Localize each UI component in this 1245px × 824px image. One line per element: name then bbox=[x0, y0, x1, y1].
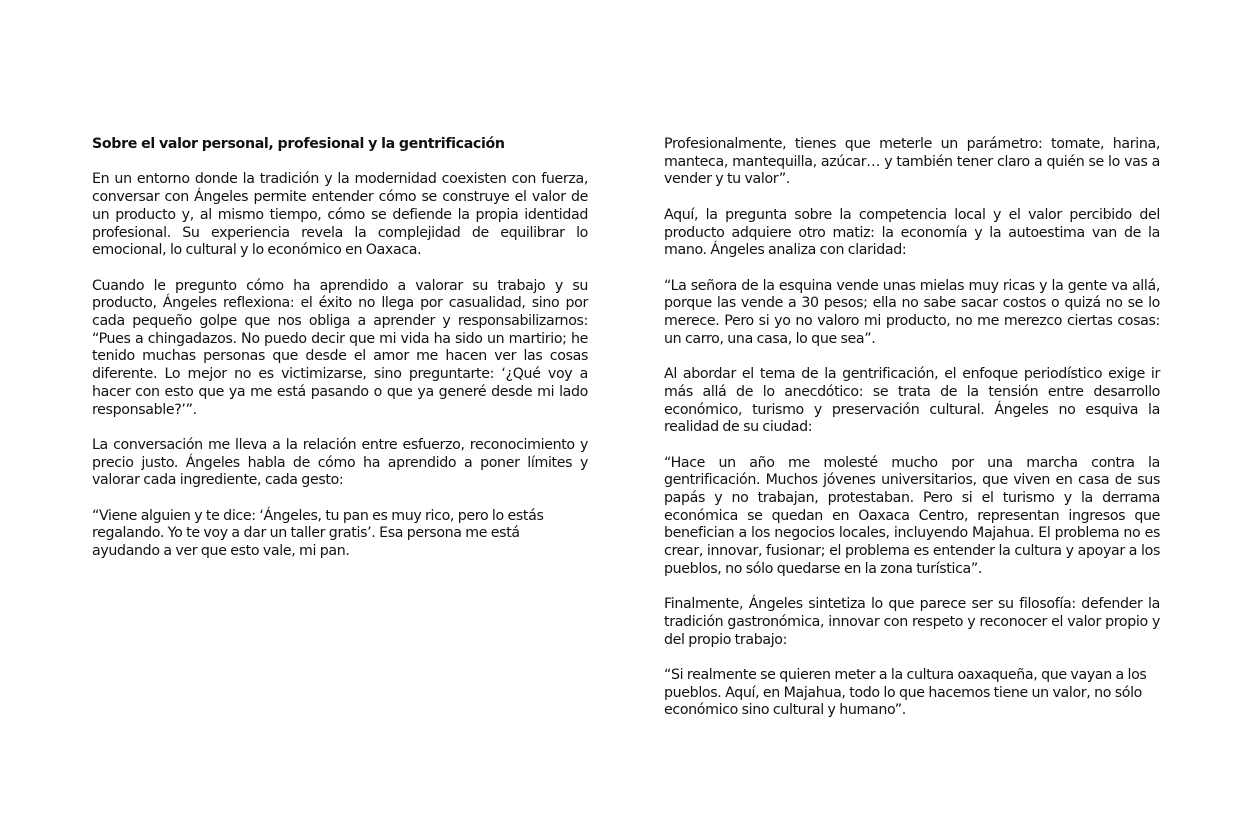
paragraph: Finalmente, Ángeles sintetiza lo que parece ser su filosofía: defender la tradición gastronómica, innovar con respeto y reconocer el valor propio y del propio trabajo: bbox=[664, 596, 1160, 648]
paragraph: “Viene alguien y te dice: ‘Ángeles, tu pan es muy rico, pero lo estás regalando. Yo te voy a dar un taller gratis’. Esa persona me está ayudando a ver que esto vale, mi pan. bbox=[92, 507, 544, 560]
paragraph: Aquí, la pregunta sobre la competencia local y el valor percibido del producto adquiere otro matiz: la economía y la autoestima van de la mano. Ángeles analiza con claridad: bbox=[664, 206, 1160, 259]
paragraph: La conversación me lleva a la relación entre esfuerzo, reconocimiento y precio justo. Ángeles habla de cómo ha aprendido a poner límites y valorar cada ingrediente, cada gesto: bbox=[92, 436, 588, 489]
paragraph: Al abordar el tema de la gentrificación, el enfoque periodístico exige ir más allá de lo anecdótico: se trata de la tensión entre desarrollo económico, turismo y preservación cultural. Ángeles no esquiva la realidad de su ciudad: bbox=[664, 366, 1160, 436]
paragraph: Profesionalmente, tienes que meterle un parámetro: tomate, harina, manteca, mantequilla, azúcar… y también tener claro a quién se lo vas a vender y tu valor”. bbox=[664, 136, 1160, 188]
paragraph: “Si realmente se quieren meter a la cultura oaxaqueña, que vayan a los pueblos. Aquí, en Majahua, todo lo que hacemos tiene un valor, no sólo económico sino cultural y humano”. bbox=[664, 667, 1147, 719]
paragraph: En un entorno donde la tradición y la modernidad coexisten con fuerza, conversar con Ángeles permite entender cómo se construye el valor de un producto y, al mismo tiempo, cómo se defiende la propia identidad profesional. Su experiencia revela la complejidad de equilibrar lo emocional, lo cultural y lo económico en Oaxaca. bbox=[92, 171, 588, 259]
paragraph: “La señora de la esquina vende unas mielas muy ricas y la gente va allá, porque las vende a 30 pesos; ella no sabe sacar costos o quizá no se lo merece. Pero si yo no valoro mi producto, no me merezco ciertas cosas: un carro, una casa, lo que sea”. bbox=[664, 277, 1160, 347]
left-column bbox=[92, 136, 588, 579]
right-column bbox=[664, 136, 1160, 738]
section-heading: Sobre el valor personal, profesional y la gentrificación bbox=[92, 136, 505, 152]
paragraph: “Hace un año me molesté mucho por una marcha contra la gentrificación. Muchos jóvenes universitarios, que viven en casa de sus papás y no trabajan, protestaban. Pero si el turismo y la derrama económica se quedan en Oaxaca Centro, representan ingresos que benefician a los negocios locales, incluyendo Majahua. El problema no es crear, innovar, fusionar; el problema es entender la cultura y apoyar a los pueblos, no sólo quedarse en la zona turística”. bbox=[664, 454, 1160, 577]
paragraph: Cuando le pregunto cómo ha aprendido a valorar su trabajo y su producto, Ángeles reflexiona: el éxito no llega por casualidad, sino por cada pequeño golpe que nos obliga a aprender y responsabilizarnos: “Pues a chingadazos. No puedo decir que mi vida ha sido un martirio; he tenido muchas personas que desde el amor me hacen ver las cosas diferente. Lo mejor no es victimizarse, sino preguntarte: ‘¿Qué voy a hacer con esto que ya me está pasando o que ya generé desde mi lado responsable?’”. bbox=[92, 277, 588, 418]
